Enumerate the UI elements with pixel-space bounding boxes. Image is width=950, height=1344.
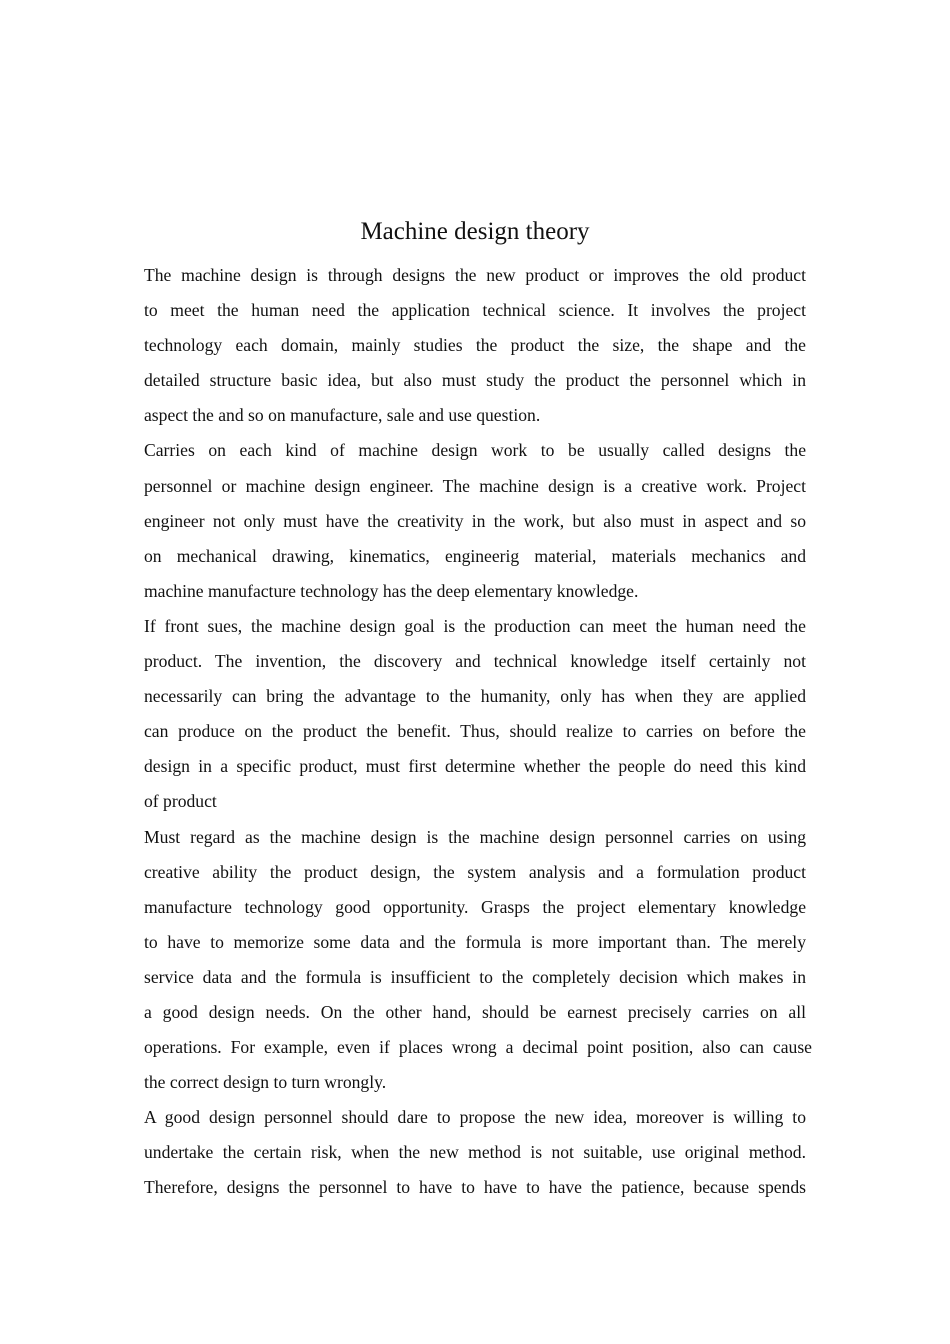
- text-line: can produce on the product the benefit. Thus, should realize to carries on before the: [144, 721, 806, 742]
- text-line: creative ability the product design, the system analysis and a formulation product: [144, 861, 806, 882]
- document-body: [144, 258, 812, 1206]
- paragraph-5: [144, 1100, 806, 1205]
- text-line: on mechanical drawing, kinematics, engineerig material, materials mechanics and: [144, 545, 806, 566]
- text-line: technology each domain, mainly studies the product the size, the shape and the: [144, 335, 806, 356]
- text-line: a good design needs. On the other hand, should be earnest precisely carries on all: [144, 1001, 806, 1022]
- page-title: Machine design theory: [360, 218, 590, 245]
- text-line: service data and the formula is insufficient to the completely decision which makes in: [144, 966, 806, 987]
- text-line: Must regard as the machine design is the machine design personnel carries on using: [144, 826, 806, 847]
- text-line: product. The invention, the discovery and technical knowledge itself certainly not: [144, 651, 806, 672]
- text-line: of product: [144, 791, 217, 812]
- text-line: If front sues, the machine design goal is the production can meet the human need the: [144, 615, 806, 636]
- text-line: undertake the certain risk, when the new method is not suitable, use original method.: [144, 1142, 806, 1163]
- paragraph-1: [144, 258, 806, 433]
- text-line: to meet the human need the application technical science. It involves the project: [144, 300, 806, 321]
- text-line: A good design personnel should dare to propose the new idea, moreover is willing to: [144, 1107, 806, 1128]
- text-line: aspect the and so on manufacture, sale and use question.: [144, 405, 541, 426]
- text-line: necessarily can bring the advantage to the humanity, only has when they are applied: [144, 686, 806, 707]
- paragraph-4: [144, 820, 812, 1101]
- text-line: to have to memorize some data and the formula is more important than. The merely: [144, 931, 806, 952]
- text-line: manufacture technology good opportunity. Grasps the project elementary knowledge: [144, 896, 806, 917]
- text-line: Therefore, designs the personnel to have to have to have the patience, because spends: [144, 1177, 806, 1198]
- paragraph-3: [144, 609, 806, 820]
- text-line: engineer not only must have the creativity in the work, but also must in aspect and so: [144, 510, 806, 531]
- text-line: personnel or machine design engineer. The machine design is a creative work. Project: [144, 475, 806, 496]
- text-line: detailed structure basic idea, but also must study the product the personnel which in: [144, 370, 806, 391]
- text-line: Carries on each kind of machine design work to be usually called designs the: [144, 440, 806, 461]
- paragraph-2: [144, 433, 806, 608]
- text-line: operations. For example, even if places wrong a decimal point position, also can cause: [144, 1037, 812, 1058]
- text-line: The machine design is through designs the new product or improves the old product: [144, 265, 806, 285]
- text-line: machine manufacture technology has the deep elementary knowledge.: [144, 580, 639, 601]
- text-line: the correct design to turn wrongly.: [144, 1072, 387, 1093]
- text-line: design in a specific product, must first determine whether the people do need this kind: [144, 756, 806, 777]
